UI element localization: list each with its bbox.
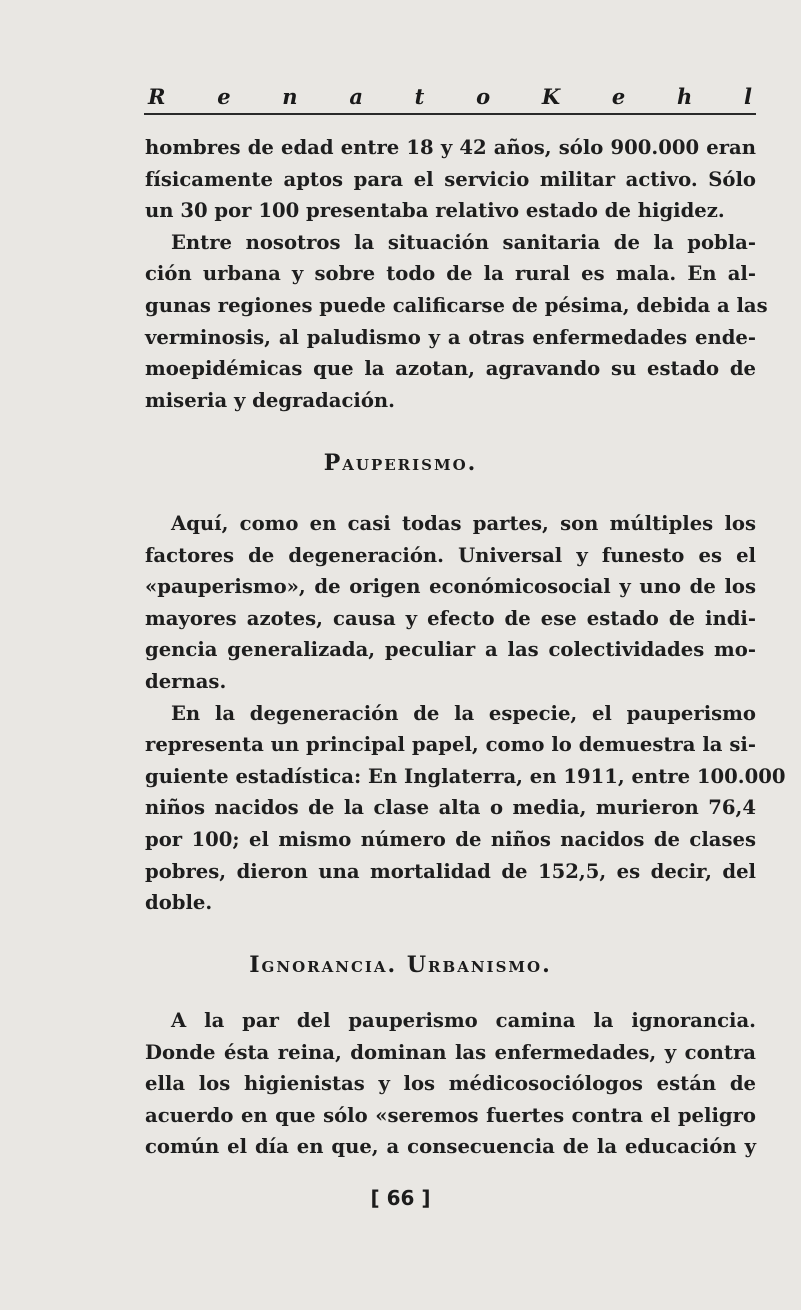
text-line: moepidémicas que la azotan, agravando su estado de [145,357,756,381]
text-line: factores de degeneración. Universal y funesto es el [145,543,756,567]
running-head-letter: o [476,84,491,109]
text-line: un 30 por 100 presentaba relativo estado de higidez. [145,199,725,223]
paragraph-degeneration-statistics [145,698,786,919]
text-line: gunas regiones puede calificarse de pésima, debida a las [145,293,768,317]
text-line: «pauperismo», de origen económicosocial y uno de los [145,575,756,599]
paragraph-continuation [145,132,756,227]
running-head [148,84,752,109]
text-line: representa un principal papel, como lo demuestra la si- [145,733,756,757]
text-line: dernas. [145,669,227,693]
text-line: Donde ésta reina, dominan las enfermedades, y contra [145,1040,756,1064]
paragraph-ignorance [145,1005,756,1163]
running-head-letter: n [282,84,298,109]
text-line: acuerdo en que sólo «seremos fuertes contra el peligro [145,1103,756,1127]
text-line: niños nacidos de la clase alta o media, murieron 76,4 [145,796,756,820]
text-line: En la degeneración de la especie, el pauperismo [171,701,756,725]
section-heading-ignorancia-urbanismo: Ignorancia. Urbanismo. [249,952,552,978]
text-line: Aquí, como en casi todas partes, son múltiples los [171,512,756,535]
section-heading-pauperismo: Pauperismo. [323,450,478,476]
running-head-letter: R [148,84,166,109]
running-head-letter: l [743,84,752,109]
text-line: guiente estadística: En Inglaterra, en 1911, entre 100.000 [145,764,786,788]
text-line: pobres, dieron una mortalidad de 152,5, es decir, del [145,859,756,883]
paragraph-sanitary-situation [145,227,768,417]
text-line: mayores azotes, causa y efecto de ese estado de indi- [145,606,756,630]
text-line: Entre nosotros la situación sanitaria de la pobla- [171,230,756,254]
running-head-letter: e [611,84,626,109]
running-head-letter: h [676,84,693,109]
text-line: doble. [145,891,213,915]
text-line: verminosis, al paludismo y a otras enfermedades ende- [145,325,756,349]
running-head-letter: K [541,84,561,109]
header-rule [144,113,756,115]
running-head-letter: a [349,84,363,109]
text-line: ella los higienistas y los médicosociólogos están de [145,1072,756,1096]
text-line: ción urbana y sobre todo de la rural es mala. En al- [145,262,756,286]
text-line: hombres de edad entre 18 y 42 años, sólo 900.000 eran [145,136,756,159]
text-line: físicamente aptos para el servicio militar activo. Sólo [145,167,756,191]
text-line: gencia generalizada, peculiar a las colectividades mo- [145,638,756,662]
text-line: por 100; el mismo número de niños nacidos de clases [145,827,756,851]
paragraph-pauperism-factors [145,508,756,698]
text-line: común el día en que, a consecuencia de la educación y [145,1135,756,1159]
text-line: A la par del pauperismo camina la ignorancia. [171,1009,756,1032]
running-head-letter: e [217,84,231,109]
running-head-letter: t [414,84,425,109]
page-number: [ 66 ] [370,1186,431,1210]
text-line: miseria y degradación. [145,388,395,412]
